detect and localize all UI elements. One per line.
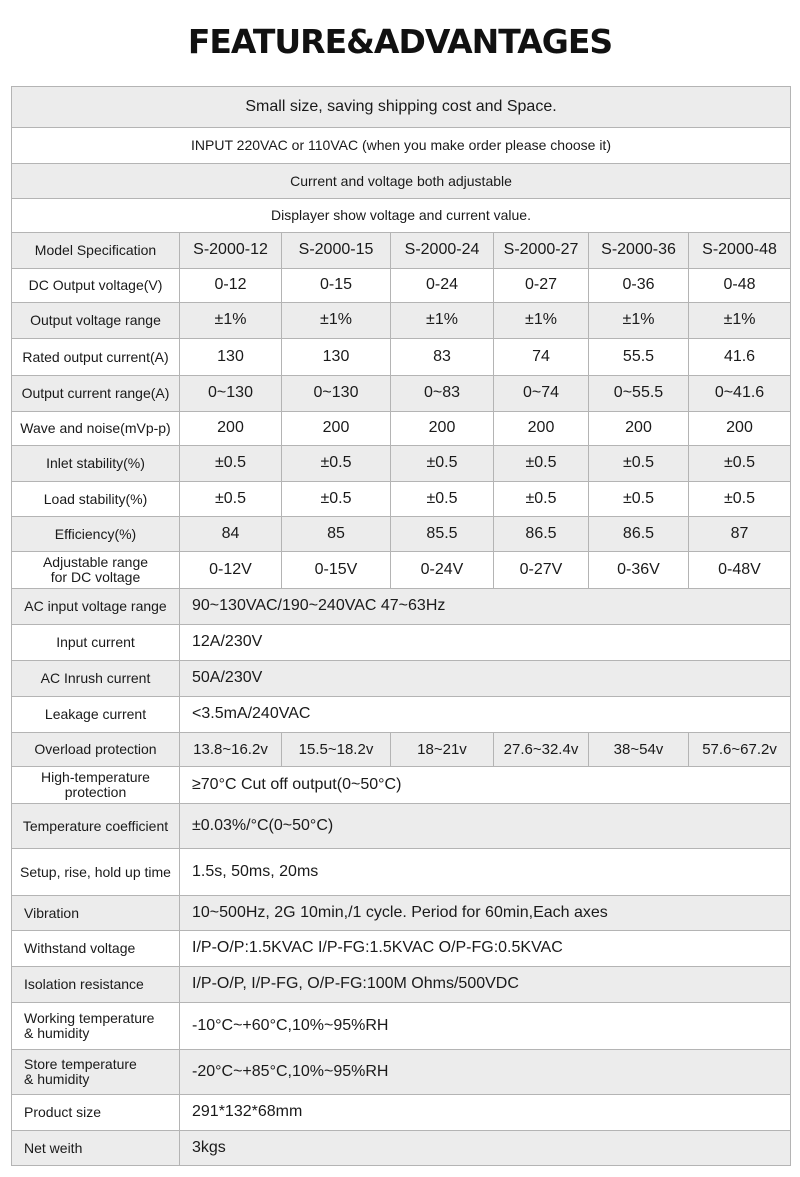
- cell: 15.5~18.2v: [282, 733, 391, 767]
- row-label: Withstand voltage: [12, 931, 180, 967]
- banner-input: INPUT 220VAC or 110VAC (when you make order please choose it): [12, 128, 791, 164]
- cell: ±0.5: [589, 446, 689, 482]
- row-label: Temperature coefficient: [12, 804, 180, 849]
- row-value: <3.5mA/240VAC: [180, 697, 791, 733]
- cell: 84: [180, 517, 282, 552]
- model-cell: S-2000-24: [391, 233, 494, 269]
- cell: 0-15V: [282, 552, 391, 589]
- cell: 41.6: [689, 339, 791, 376]
- cell: ±0.5: [494, 482, 589, 517]
- table-row: [12, 482, 791, 517]
- cell: ±0.5: [689, 446, 791, 482]
- table-row: [12, 1131, 791, 1166]
- row-label-line: High-temperature: [41, 769, 150, 786]
- row-label-line: for DC voltage: [50, 569, 141, 585]
- table-row: [12, 1050, 791, 1095]
- cell: 0~130: [180, 376, 282, 412]
- table-row: [12, 661, 791, 697]
- cell: ±1%: [391, 303, 494, 339]
- row-value: ≥70°C Cut off output(0~50°C): [180, 767, 791, 804]
- table-row: [12, 804, 791, 849]
- table-row: [12, 967, 791, 1003]
- row-label-line: protection: [64, 784, 127, 800]
- row-value: ±0.03%/°C(0~50°C): [180, 804, 791, 849]
- page-title: FEATURE&ADVANTAGES: [187, 22, 613, 61]
- row-label: DC Output voltage(V): [12, 269, 180, 303]
- cell: 0-48: [689, 269, 791, 303]
- cell: 38~54v: [589, 733, 689, 767]
- row-label-line: Store temperature: [24, 1056, 137, 1073]
- cell: 200: [589, 412, 689, 446]
- row-label: Vibration: [12, 896, 180, 931]
- table-row: [12, 1095, 791, 1131]
- row-value: 10~500Hz, 2G 10min,/1 cycle. Period for 60min,Each axes: [180, 896, 791, 931]
- cell: 0-48V: [689, 552, 791, 589]
- row-label: [12, 1003, 180, 1050]
- row-label: AC Inrush current: [12, 661, 180, 697]
- table-row: [12, 1003, 791, 1050]
- row-value: I/P-O/P:1.5KVAC I/P-FG:1.5KVAC O/P-FG:0.5KVAC: [180, 931, 791, 967]
- cell: 57.6~67.2v: [689, 733, 791, 767]
- row-label: Wave and noise(mVp-p): [12, 412, 180, 446]
- cell: 200: [282, 412, 391, 446]
- cell: ±1%: [180, 303, 282, 339]
- row-value: 3kgs: [180, 1131, 791, 1166]
- cell: 0-27V: [494, 552, 589, 589]
- model-cell: S-2000-15: [282, 233, 391, 269]
- table-row: [12, 733, 791, 767]
- row-label: Isolation resistance: [12, 967, 180, 1003]
- cell: ±0.5: [391, 482, 494, 517]
- row-value: 1.5s, 50ms, 20ms: [180, 849, 791, 896]
- cell: ±0.5: [391, 446, 494, 482]
- row-label: Net weith: [12, 1131, 180, 1166]
- row-value: -20°C~+85°C,10%~95%RH: [180, 1050, 791, 1095]
- model-cell: S-2000-36: [589, 233, 689, 269]
- cell: 200: [180, 412, 282, 446]
- table-row: [12, 849, 791, 896]
- row-value: -10°C~+60°C,10%~95%RH: [180, 1003, 791, 1050]
- cell: ±0.5: [589, 482, 689, 517]
- table-row: [12, 697, 791, 733]
- cell: 0-24V: [391, 552, 494, 589]
- row-label: Rated output current(A): [12, 339, 180, 376]
- row-label: Output voltage range: [12, 303, 180, 339]
- cell: 18~21v: [391, 733, 494, 767]
- cell: 0~74: [494, 376, 589, 412]
- table-row: [12, 931, 791, 967]
- row-label: Input current: [12, 625, 180, 661]
- cell: 0~130: [282, 376, 391, 412]
- table-row: [12, 269, 791, 303]
- table-row: [12, 896, 791, 931]
- cell: ±1%: [689, 303, 791, 339]
- model-cell: S-2000-48: [689, 233, 791, 269]
- cell: 13.8~16.2v: [180, 733, 282, 767]
- table-row: [12, 552, 791, 589]
- cell: 0-15: [282, 269, 391, 303]
- row-label-line: Working temperature: [24, 1010, 155, 1027]
- table-row: [12, 376, 791, 412]
- table-row: [12, 446, 791, 482]
- cell: ±1%: [589, 303, 689, 339]
- cell: ±0.5: [282, 446, 391, 482]
- row-label: Leakage current: [12, 697, 180, 733]
- table-row: [12, 625, 791, 661]
- row-label-line: Adjustable range: [42, 554, 149, 571]
- model-cell: S-2000-27: [494, 233, 589, 269]
- table-row: [12, 339, 791, 376]
- cell: 0-36V: [589, 552, 689, 589]
- cell: ±0.5: [180, 446, 282, 482]
- cell: ±1%: [282, 303, 391, 339]
- row-label-line: & humidity: [24, 1025, 90, 1041]
- row-label: [12, 767, 180, 804]
- table-row: [12, 233, 791, 269]
- cell: 200: [391, 412, 494, 446]
- cell: 0-12: [180, 269, 282, 303]
- cell: 0-27: [494, 269, 589, 303]
- cell: 83: [391, 339, 494, 376]
- model-spec-label: Model Specification: [12, 233, 180, 269]
- row-label: Setup, rise, hold up time: [12, 849, 180, 896]
- cell: 0-24: [391, 269, 494, 303]
- row-label: [12, 552, 180, 589]
- row-value: 90~130VAC/190~240VAC 47~63Hz: [180, 589, 791, 625]
- row-label: [12, 1050, 180, 1095]
- cell: 55.5: [589, 339, 689, 376]
- row-value: I/P-O/P, I/P-FG, O/P-FG:100M Ohms/500VDC: [180, 967, 791, 1003]
- model-cell: S-2000-12: [180, 233, 282, 269]
- banner-displayer: Displayer show voltage and current value.: [12, 199, 791, 233]
- table-row: [12, 589, 791, 625]
- table-row: [12, 767, 791, 804]
- row-label: Output current range(A): [12, 376, 180, 412]
- cell: 85: [282, 517, 391, 552]
- row-label: Overload protection: [12, 733, 180, 767]
- cell: 0~83: [391, 376, 494, 412]
- table-row: [12, 303, 791, 339]
- cell: ±0.5: [494, 446, 589, 482]
- cell: ±0.5: [282, 482, 391, 517]
- table-row: [12, 412, 791, 446]
- cell: 130: [180, 339, 282, 376]
- cell: ±1%: [494, 303, 589, 339]
- cell: 0-12V: [180, 552, 282, 589]
- row-label: Product size: [12, 1095, 180, 1131]
- row-value: 12A/230V: [180, 625, 791, 661]
- cell: 200: [494, 412, 589, 446]
- cell: ±0.5: [689, 482, 791, 517]
- cell: 87: [689, 517, 791, 552]
- cell: 130: [282, 339, 391, 376]
- row-label-line: & humidity: [24, 1071, 90, 1087]
- spec-table: [11, 86, 791, 1166]
- cell: ±0.5: [180, 482, 282, 517]
- table-row: [12, 517, 791, 552]
- row-label: Efficiency(%): [12, 517, 180, 552]
- cell: 0-36: [589, 269, 689, 303]
- row-label: Load stability(%): [12, 482, 180, 517]
- cell: 0~41.6: [689, 376, 791, 412]
- row-label: Inlet stability(%): [12, 446, 180, 482]
- cell: 74: [494, 339, 589, 376]
- cell: 200: [689, 412, 791, 446]
- cell: 86.5: [589, 517, 689, 552]
- row-value: 50A/230V: [180, 661, 791, 697]
- cell: 27.6~32.4v: [494, 733, 589, 767]
- cell: 85.5: [391, 517, 494, 552]
- row-value: 291*132*68mm: [180, 1095, 791, 1131]
- cell: 0~55.5: [589, 376, 689, 412]
- cell: 86.5: [494, 517, 589, 552]
- banner-adjustable: Current and voltage both adjustable: [12, 164, 791, 199]
- banner-small-size: Small size, saving shipping cost and Space.: [12, 87, 791, 128]
- row-label: AC input voltage range: [12, 589, 180, 625]
